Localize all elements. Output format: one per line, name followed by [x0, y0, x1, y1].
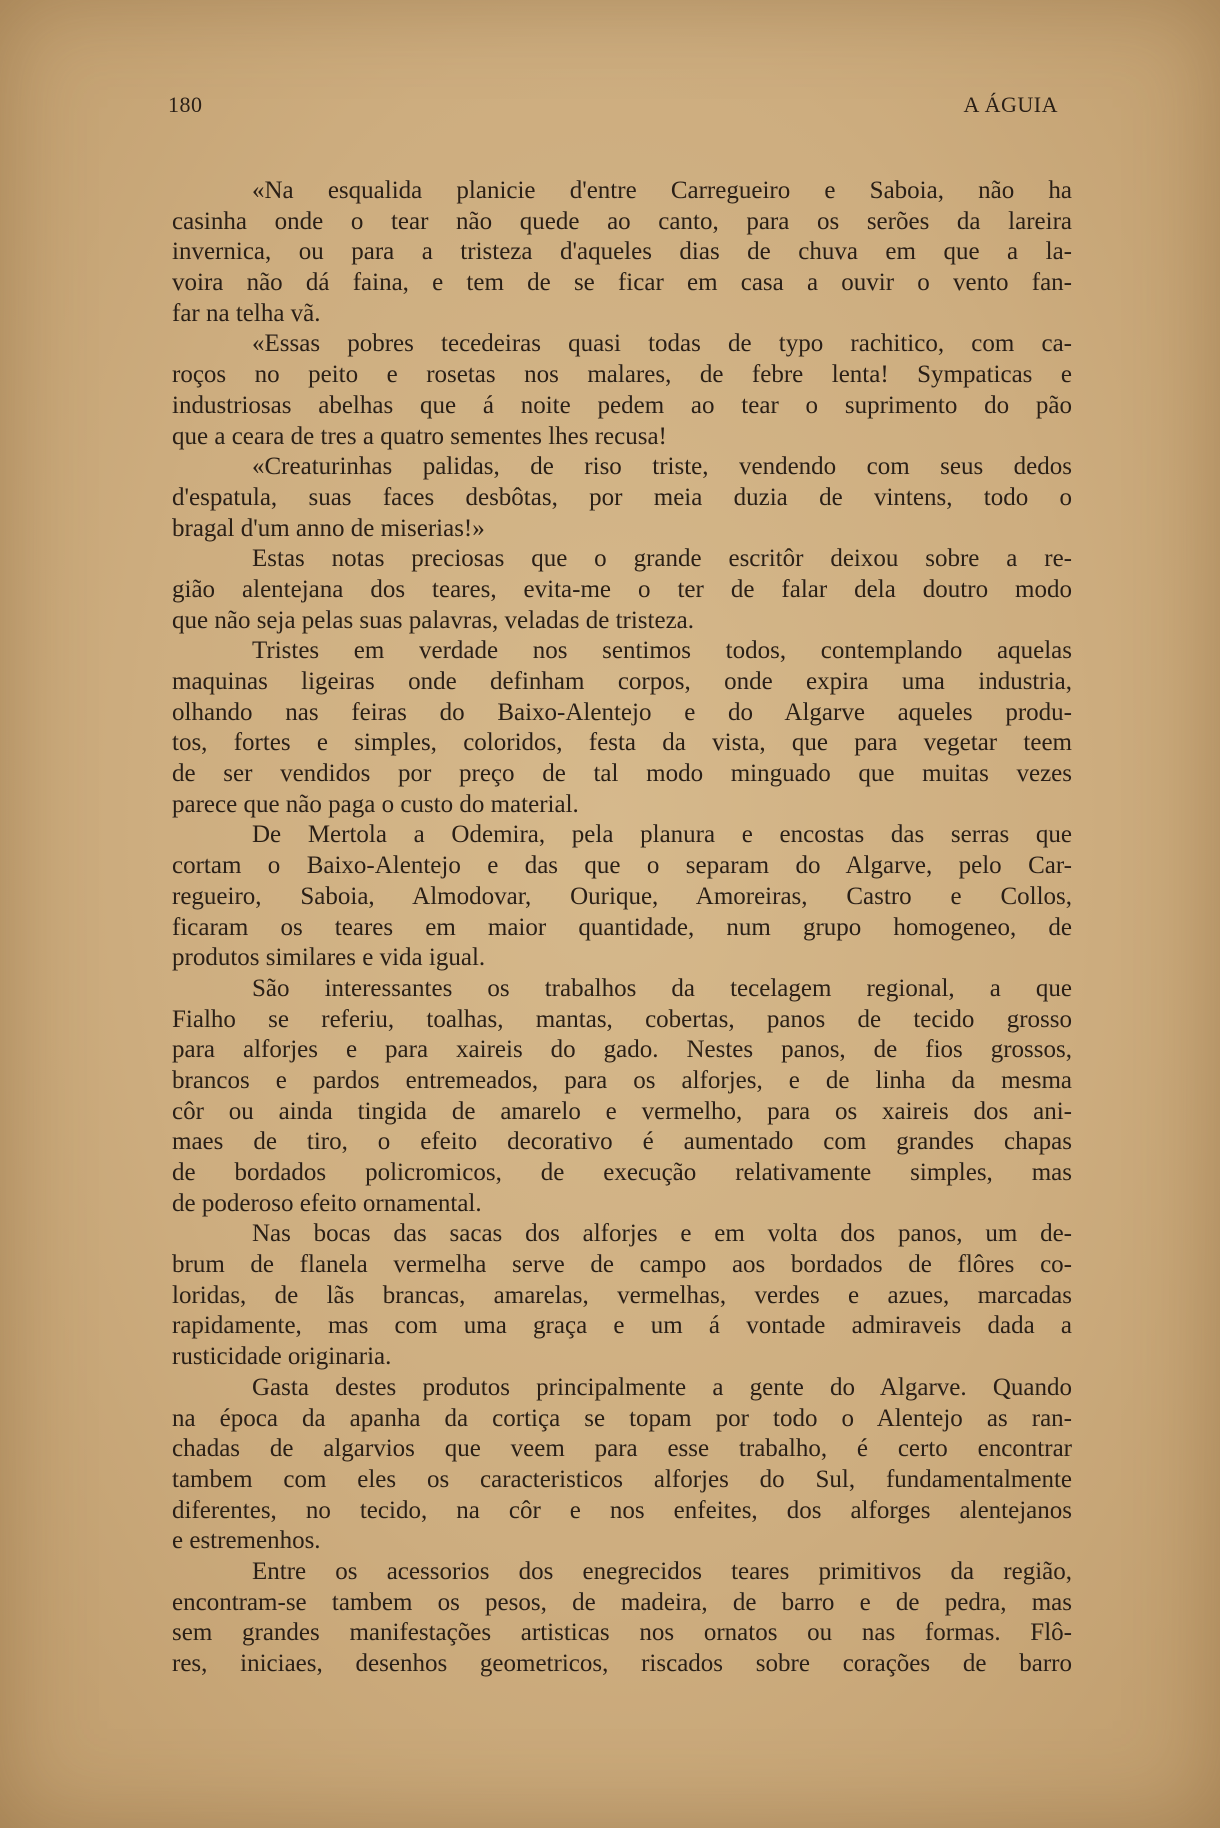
- running-head: [168, 92, 1058, 122]
- paragraph-first-line: São interessantes os trabalhos da tecelagem regional, a que: [252, 974, 1072, 1002]
- text-line: cortam o Baixo-Alentejo e das que o separam do Algarve, pelo Car-: [172, 852, 1072, 880]
- text-line: loridas, de lãs brancas, amarelas, vermelhas, verdes e azues, marcadas: [172, 1281, 1072, 1309]
- text-line: res, iniciaes, desenhos geometricos, riscados sobre corações de barro: [172, 1650, 1072, 1677]
- page-number: 180: [168, 92, 203, 117]
- text-line: maes de tiro, o efeito decorativo é aumentado com grandes chapas: [172, 1128, 1072, 1156]
- text-line: voira não dá faina, e tem de se ficar em casa a ouvir o vento fan-: [172, 269, 1072, 297]
- text-line: brancos e pardos entremeados, para os alforjes, e de linha da mesma: [172, 1066, 1072, 1094]
- text-line: casinha onde o tear não quede ao canto, para os serões da lareira: [172, 207, 1072, 235]
- text-line: bragal d'um anno de miserias!»: [172, 514, 485, 542]
- text-line: produtos similares e vida igual.: [172, 944, 486, 972]
- text-line: Fialho se referiu, toalhas, mantas, cobertas, panos de tecido grosso: [172, 1005, 1072, 1033]
- journal-title: A ÁGUIA: [963, 92, 1058, 117]
- text-line: rusticidade originaria.: [172, 1343, 392, 1371]
- text-line: regueiro, Saboia, Almodovar, Ourique, Amoreiras, Castro e Collos,: [172, 882, 1072, 910]
- text-line: que a ceara de tres a quatro sementes lhes recusa!: [172, 422, 667, 450]
- text-line: tos, fortes e simples, coloridos, festa da vista, que para vegetar teem: [172, 729, 1072, 757]
- text-line: chadas de algarvios que veem para esse trabalho, é certo encontrar: [172, 1435, 1072, 1463]
- text-line: que não seja pelas suas palavras, veladas de tristeza.: [172, 606, 695, 634]
- paragraph-first-line: «Essas pobres tecedeiras quasi todas de typo rachitico, com ca-: [252, 330, 1072, 358]
- paragraph-first-line: Entre os acessorios dos enegrecidos teares primitivos da região,: [252, 1557, 1072, 1585]
- paragraph-first-line: «Na esqualida planicie d'entre Carregueiro e Saboia, não ha: [252, 177, 1072, 204]
- paragraph-first-line: Nas bocas das sacas dos alforjes e em volta dos panos, um de-: [252, 1220, 1072, 1248]
- text-line: rapidamente, mas com uma graça e um á vontade admiraveis dada a: [172, 1312, 1072, 1340]
- paragraph-first-line: Estas notas preciosas que o grande escritôr deixou sobre a re-: [252, 545, 1072, 573]
- text-line: far na telha vã.: [172, 299, 321, 327]
- text-line: para alforjes e para xaireis do gado. Nestes panos, de fios grossos,: [172, 1036, 1072, 1064]
- text-line: olhando nas feiras do Baixo-Alentejo e do Algarve aqueles produ-: [172, 698, 1072, 726]
- text-line: d'espatula, suas faces desbôtas, por meia duzia de vintens, todo o: [172, 483, 1072, 511]
- text-line: industriosas abelhas que á noite pedem ao tear o suprimento do pão: [172, 391, 1072, 419]
- text-line: de ser vendidos por preço de tal modo minguado que muitas vezes: [172, 760, 1072, 788]
- paragraph-first-line: Gasta destes produtos principalmente a gente do Algarve. Quando: [252, 1373, 1072, 1401]
- text-line: parece que não paga o custo do material.: [172, 790, 579, 818]
- text-line: e estremenhos.: [172, 1527, 321, 1555]
- text-line: diferentes, no tecido, na côr e nos enfeites, dos alforges alentejanos: [172, 1496, 1072, 1524]
- paragraph-first-line: De Mertola a Odemira, pela planura e encostas das serras que: [252, 821, 1072, 849]
- text-line: roços no peito e rosetas nos malares, de febre lenta! Sympaticas e: [172, 361, 1072, 389]
- paragraph-first-line: «Creaturinhas palidas, de riso triste, vendendo com seus dedos: [252, 453, 1072, 481]
- text-line: sem grandes manifestações artisticas nos ornatos ou nas formas. Flô-: [172, 1619, 1072, 1647]
- text-line: côr ou ainda tingida de amarelo e vermelho, para os xaireis dos ani-: [172, 1097, 1072, 1125]
- text-line: de bordados policromicos, de execução relativamente simples, mas: [172, 1159, 1072, 1186]
- text-line: tambem com eles os caracteristicos alforjes do Sul, fundamentalmente: [172, 1465, 1072, 1493]
- text-line: gião alentejana dos teares, evita-me o ter de falar dela doutro modo: [172, 575, 1072, 603]
- paragraph-first-line: Tristes em verdade nos sentimos todos, contemplando aquelas: [252, 637, 1072, 665]
- text-line: encontram-se tambem os pesos, de madeira, de barro e de pedra, mas: [172, 1588, 1072, 1616]
- text-line: ficaram os teares em maior quantidade, num grupo homogeneo, de: [172, 913, 1072, 941]
- text-line: maquinas ligeiras onde definham corpos, onde expira uma industria,: [172, 668, 1072, 695]
- text-line: brum de flanela vermelha serve de campo aos bordados de flôres co-: [172, 1251, 1072, 1279]
- text-line: na época da apanha da cortiça se topam por todo o Alentejo as ran-: [172, 1404, 1072, 1432]
- body-text: [172, 176, 1072, 1680]
- text-line: invernica, ou para a tristeza d'aqueles dias de chuva em que a la-: [172, 238, 1072, 266]
- text-line: de poderoso efeito ornamental.: [172, 1189, 482, 1217]
